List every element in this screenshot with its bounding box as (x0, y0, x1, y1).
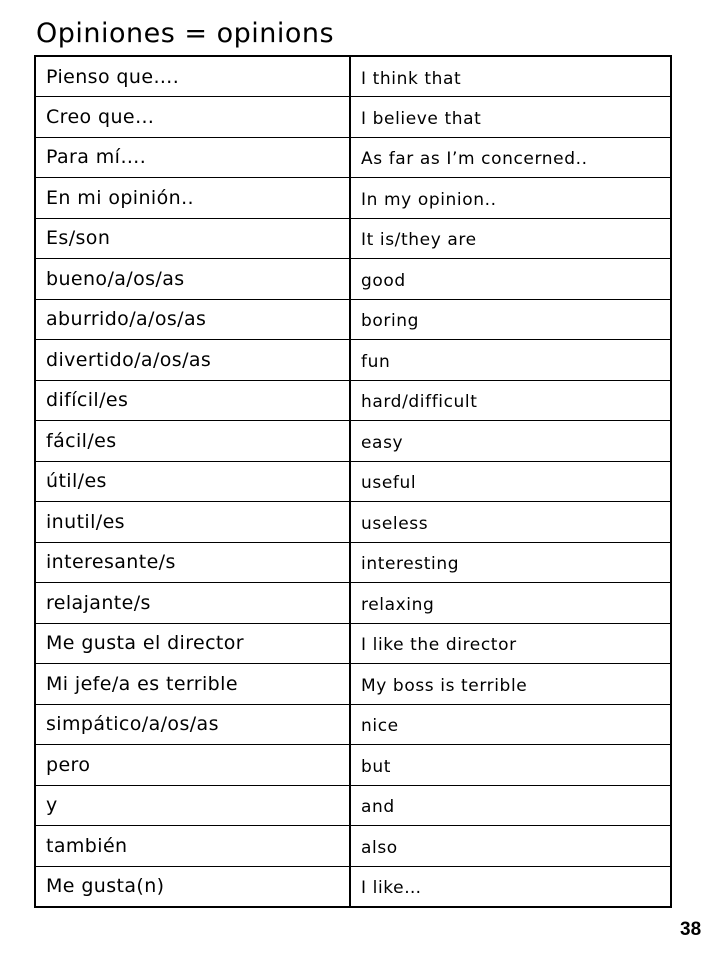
table-row (35, 340, 671, 381)
english-translation: I believe that (350, 97, 671, 138)
table-row (35, 421, 671, 462)
table-row (35, 97, 671, 138)
table-row (35, 866, 671, 907)
english-translation: I like… (350, 866, 671, 907)
english-translation: I think that (350, 56, 671, 97)
spanish-phrase: difícil/es (35, 380, 350, 421)
table-row (35, 502, 671, 543)
spanish-phrase: Para mí…. (35, 137, 350, 178)
english-translation: nice (350, 704, 671, 745)
table-row (35, 461, 671, 502)
english-translation: interesting (350, 542, 671, 583)
english-translation: useful (350, 461, 671, 502)
english-translation: also (350, 826, 671, 867)
english-translation: hard/difficult (350, 380, 671, 421)
vocabulary-table (34, 55, 672, 908)
table-row (35, 299, 671, 340)
english-translation: but (350, 745, 671, 786)
english-translation: easy (350, 421, 671, 462)
spanish-phrase: divertido/a/os/as (35, 340, 350, 381)
table-row (35, 785, 671, 826)
spanish-phrase: interesante/s (35, 542, 350, 583)
spanish-phrase: simpático/a/os/as (35, 704, 350, 745)
table-row (35, 664, 671, 705)
table-row (35, 704, 671, 745)
english-translation: In my opinion.. (350, 178, 671, 219)
english-translation: good (350, 259, 671, 300)
table-row (35, 583, 671, 624)
english-translation: My boss is terrible (350, 664, 671, 705)
spanish-phrase: Es/son (35, 218, 350, 259)
page-number: 38 (680, 919, 702, 940)
table-row (35, 178, 671, 219)
table-row (35, 542, 671, 583)
spanish-phrase: pero (35, 745, 350, 786)
page-title: Opiniones = opinions (36, 18, 335, 49)
spanish-phrase: Pienso que…. (35, 56, 350, 97)
table-row (35, 259, 671, 300)
spanish-phrase: aburrido/a/os/as (35, 299, 350, 340)
table-row (35, 745, 671, 786)
spanish-phrase: relajante/s (35, 583, 350, 624)
table-row (35, 380, 671, 421)
table-row (35, 826, 671, 867)
spanish-phrase: Me gusta el director (35, 623, 350, 664)
spanish-phrase: bueno/a/os/as (35, 259, 350, 300)
english-translation: It is/they are (350, 218, 671, 259)
english-translation: boring (350, 299, 671, 340)
spanish-phrase: útil/es (35, 461, 350, 502)
english-translation: I like the director (350, 623, 671, 664)
spanish-phrase: Me gusta(n) (35, 866, 350, 907)
spanish-phrase: En mi opinión.. (35, 178, 350, 219)
english-translation: and (350, 785, 671, 826)
english-translation: relaxing (350, 583, 671, 624)
english-translation: fun (350, 340, 671, 381)
table-row (35, 56, 671, 97)
english-translation: useless (350, 502, 671, 543)
table-row (35, 137, 671, 178)
table-row (35, 623, 671, 664)
spanish-phrase: fácil/es (35, 421, 350, 462)
spanish-phrase: inutil/es (35, 502, 350, 543)
table-row (35, 218, 671, 259)
spanish-phrase: Creo que… (35, 97, 350, 138)
spanish-phrase: Mi jefe/a es terrible (35, 664, 350, 705)
english-translation: As far as I’m concerned.. (350, 137, 671, 178)
spanish-phrase: también (35, 826, 350, 867)
spanish-phrase: y (35, 785, 350, 826)
